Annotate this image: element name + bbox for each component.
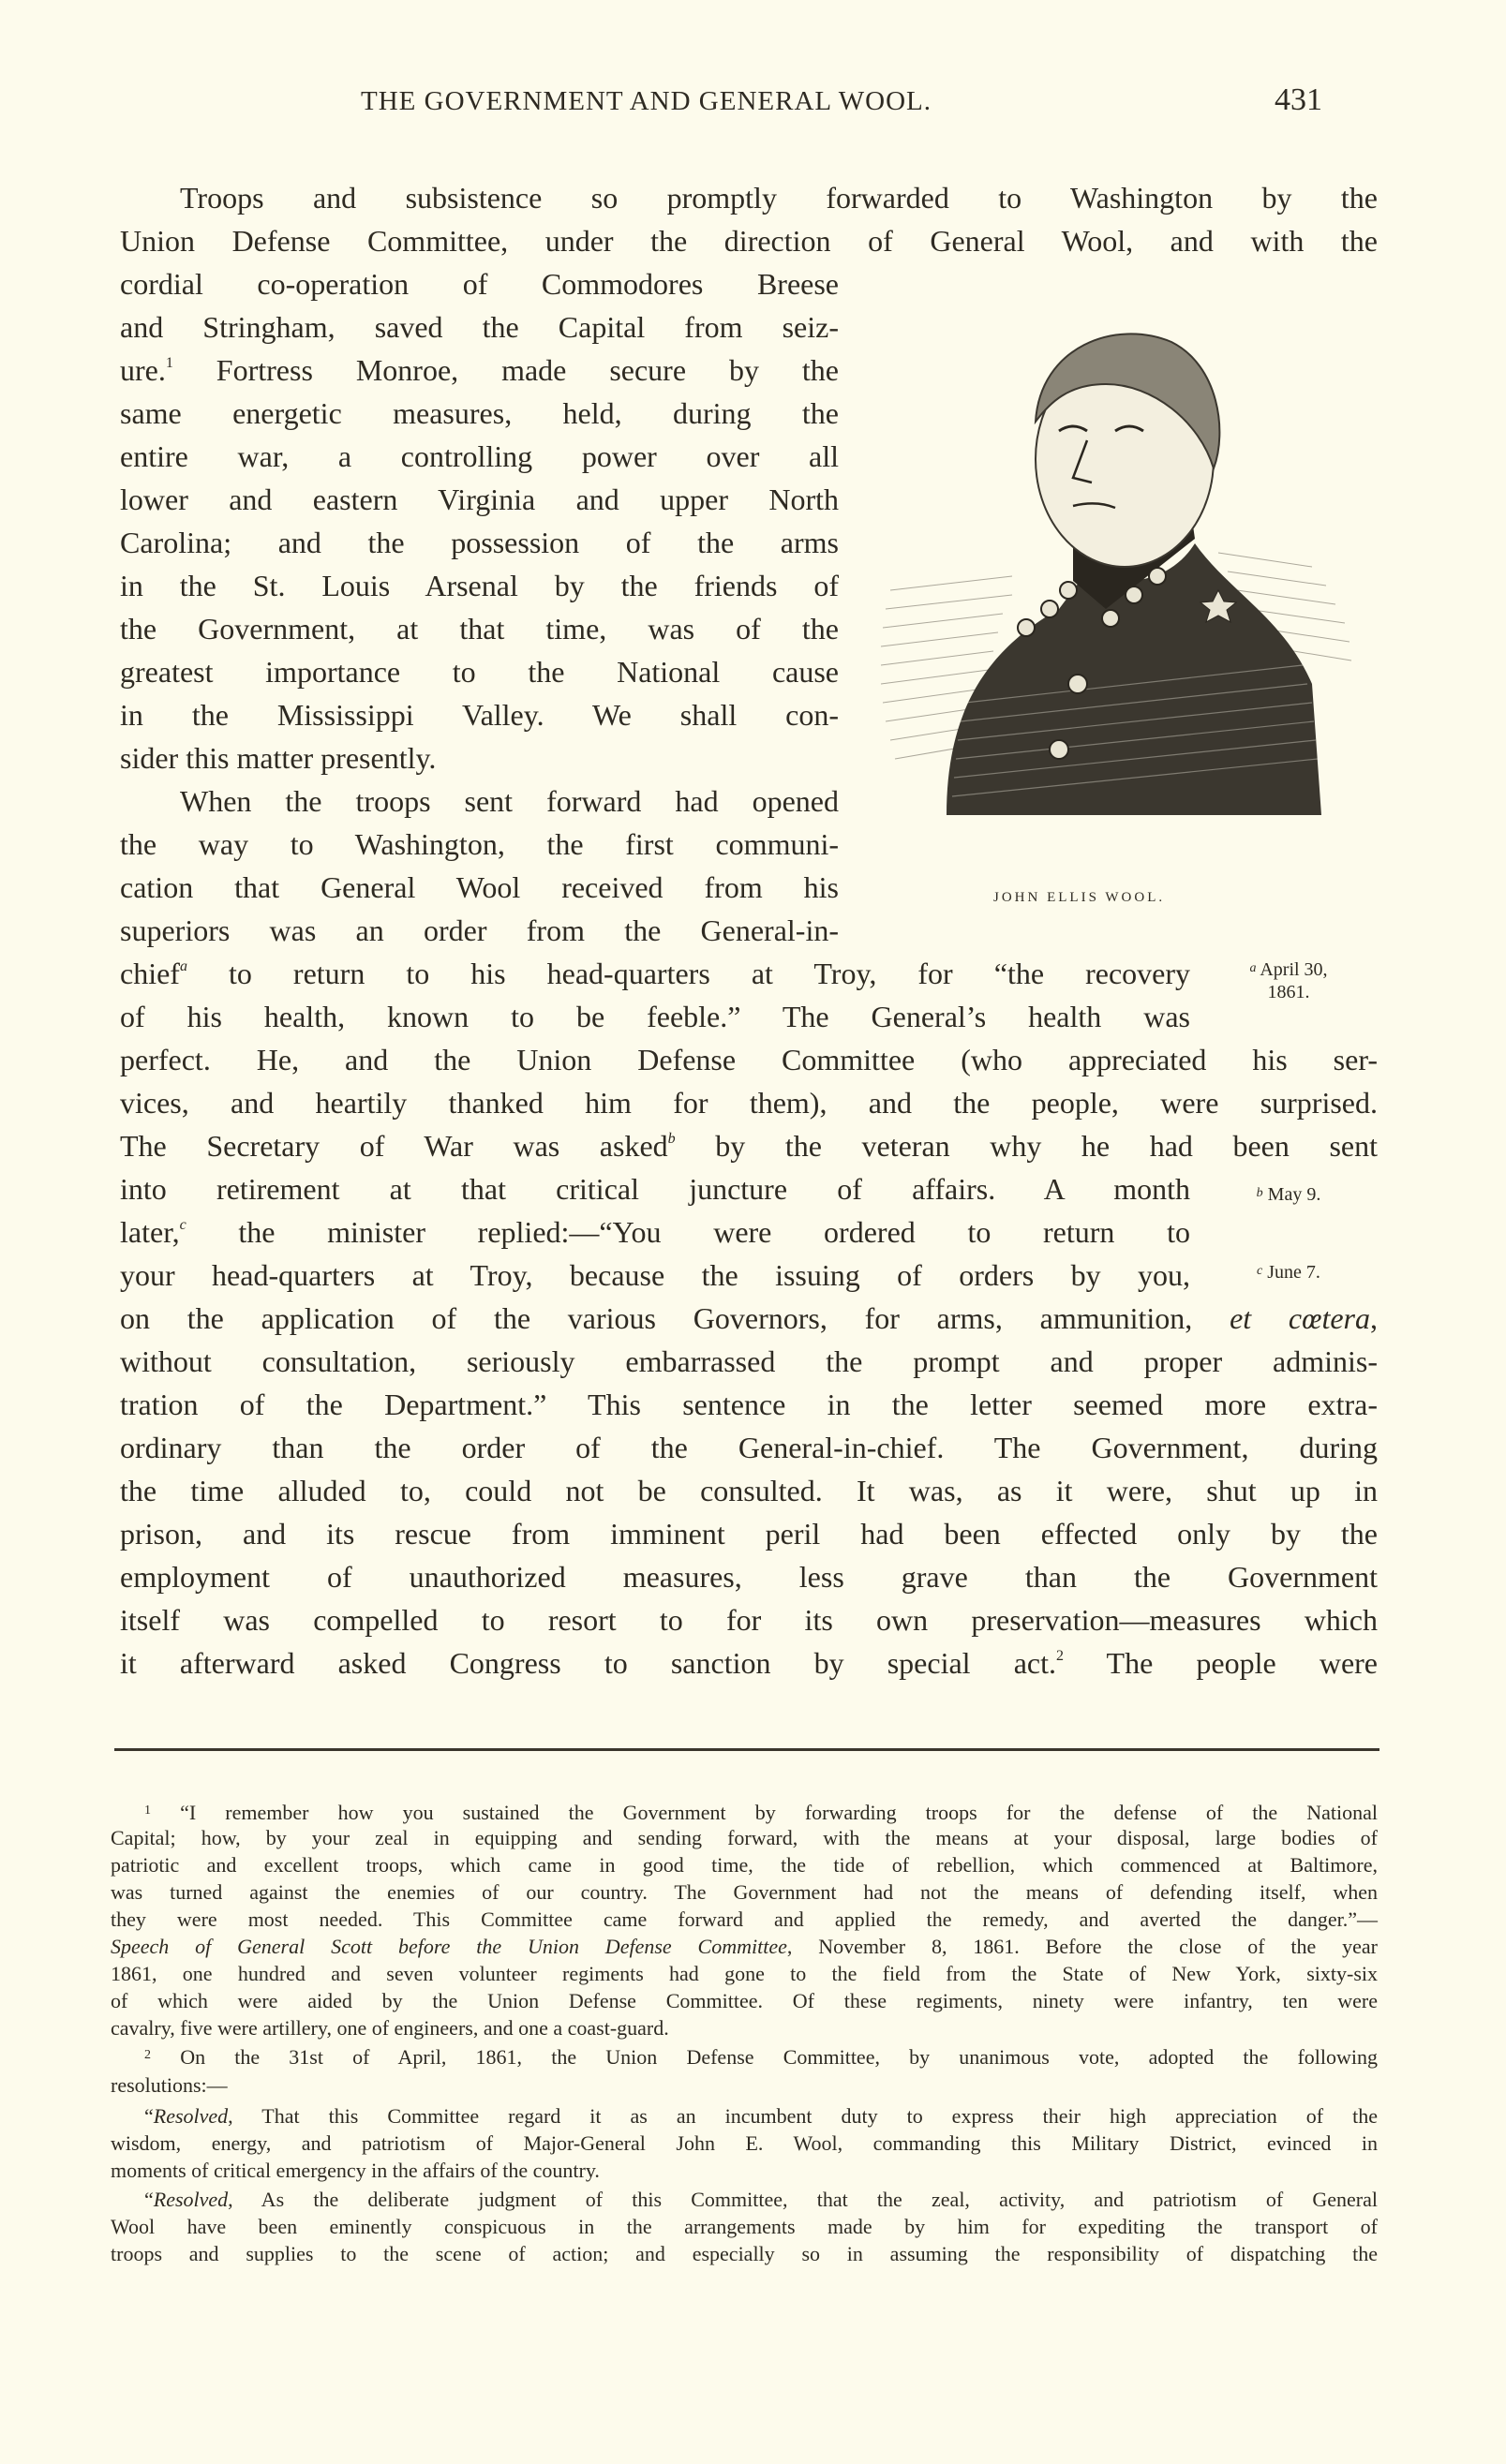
text-run: chief [120, 957, 180, 990]
margin-note-marker: a [1249, 961, 1257, 975]
body-line [120, 1210, 1190, 1254]
body-line [120, 1469, 1378, 1512]
body-line [120, 262, 839, 305]
body-line [120, 219, 1378, 262]
body-line [120, 349, 839, 392]
text-run: sider this matter presently. [120, 741, 437, 775]
body-line [120, 995, 1190, 1038]
text-run: and Stringham, saved the Capital from seiz- [120, 310, 839, 344]
text-run: in the St. Louis Arsenal by the friends of [120, 569, 839, 602]
text-run: cation that General Wool received from his [120, 870, 839, 904]
footnote-line [111, 2071, 1378, 2099]
text-run: “ [144, 2188, 154, 2211]
footnote-line [111, 2213, 1378, 2240]
margin-note-c [1218, 1260, 1359, 1284]
footnote-line [111, 1878, 1378, 1906]
footnote-ref-2[interactable]: 2 [1056, 1648, 1064, 1664]
text-run: by the veteran why he had been sent [675, 1129, 1378, 1163]
italic-run: Resolved [153, 2188, 229, 2211]
text-run: entire war, a controlling power over all [120, 439, 839, 473]
margin-note-text: April 30, [1260, 959, 1328, 980]
body-line [120, 866, 839, 909]
page-number: 431 [1275, 82, 1322, 117]
body-line [120, 564, 839, 607]
body-line [120, 1426, 1378, 1469]
text-run: it afterward asked Congress to sanction by special act. [120, 1646, 1056, 1680]
text-run: “ [144, 2104, 154, 2128]
text-run: lower and eastern Virginia and upper North [120, 482, 839, 516]
margin-note-text: 1861. [1267, 982, 1310, 1002]
text-run: vices, and heartily thanked him for them), and the people, were surprised. [120, 1086, 1378, 1120]
text-run: , November 8, 1861. Before the close of the year [786, 1935, 1379, 1958]
text-run: superiors was an order from the General-in- [120, 913, 839, 947]
margin-note-a [1218, 957, 1359, 1003]
footnote-line [111, 2186, 1378, 2213]
footnote-rule [114, 1748, 1379, 1751]
text-run: in the Mississippi Valley. We shall con- [120, 698, 839, 732]
body-line [120, 478, 839, 521]
text-run: moments of critical emergency in the affairs of the country. [111, 2159, 600, 2182]
body-line [120, 607, 839, 650]
text-run: When the troops sent forward had opened [180, 784, 839, 818]
body-line [120, 305, 839, 349]
footnote-line [111, 2102, 1378, 2130]
text-run: of his health, known to be feeble.” The General’s health was [120, 1000, 1190, 1033]
body-line [120, 1254, 1190, 1297]
body-line [120, 1555, 1378, 1598]
italic-run: Resolved [153, 2104, 229, 2128]
running-head: THE GOVERNMENT AND GENERAL WOOL. [361, 86, 932, 116]
body-line [120, 435, 839, 478]
text-run: The Secretary of War was asked [120, 1129, 668, 1163]
text-run: same energetic measures, held, during the [120, 396, 839, 430]
margin-note-b [1218, 1182, 1359, 1206]
text-run: they were most needed. This Committee came forward and applied the remedy, and averted the danger.”— [111, 1907, 1378, 1931]
italic-run: et cœtera [1230, 1301, 1371, 1335]
text-run: “I remember how you sustained the Government by forwarding troops for the defense of the National [180, 1801, 1378, 1824]
text-run: Wool have been eminently conspicuous in the arrangements made by him for expediting the transport of [111, 2215, 1378, 2238]
footnote-ref-1[interactable]: 1 [165, 355, 173, 371]
body-line [120, 779, 839, 823]
text-run: the way to Washington, the first communi- [120, 827, 839, 861]
text-run: of which were aided by the Union Defense Committee. Of these regiments, ninety were infantry, ten were [111, 1989, 1378, 2012]
text-run: on the application of the various Governors, for arms, ammunition, [120, 1301, 1230, 1335]
body-line [120, 909, 839, 952]
body-line [120, 176, 1378, 219]
margin-note-marker: c [1257, 1264, 1263, 1278]
body-line [120, 1383, 1378, 1426]
footnote-marker: 2 [144, 2048, 151, 2062]
text-run: patriotic and excellent troops, which came in good time, the tide of rebellion, which commenced at Baltimore, [111, 1853, 1378, 1877]
text-run: to return to his head-quarters at Troy, for “the recovery [186, 957, 1190, 990]
text-run: was turned against the enemies of our country. The Government had not the means of defending itself, when [111, 1880, 1378, 1904]
footnote-line [111, 2014, 1378, 2041]
text-run: greatest importance to the National cause [120, 655, 839, 689]
footnote-line [111, 1960, 1378, 1987]
body-line [120, 392, 839, 435]
text-run: ure. [120, 353, 166, 387]
text-run: wisdom, energy, and patriotism of Major-General John E. Wool, commanding this Military District, evinced in [111, 2131, 1378, 2155]
margin-ref-a[interactable]: a [179, 958, 187, 974]
margin-note-text: June 7. [1267, 1262, 1320, 1283]
body-line [120, 1598, 1378, 1641]
body-line [120, 1512, 1378, 1555]
footnote-line [111, 2240, 1378, 2267]
text-run: troops and supplies to the scene of action; and especially so in assuming the responsibility of dispatching the [111, 2242, 1378, 2265]
margin-ref-c[interactable]: c [179, 1217, 186, 1233]
text-run: Capital; how, by your zeal in equipping and sending forward, with the means at your disposal, large bodies of [111, 1826, 1378, 1849]
text-run: employment of unauthorized measures, less grave than the Government [120, 1560, 1378, 1594]
margin-ref-b[interactable]: b [667, 1131, 676, 1147]
body-line [120, 1297, 1378, 1340]
footnote-line [111, 1933, 1378, 1960]
figure-caption: JOHN ELLIS WOOL. [993, 890, 1166, 905]
text-run: , That this Committee regard it as an incumbent duty to express their high appreciation of the [228, 2104, 1378, 2128]
body-line [120, 1167, 1190, 1210]
margin-note-text: May 9. [1267, 1184, 1321, 1205]
italic-run: Speech of General Scott before the Union Defense Committee [111, 1935, 787, 1958]
text-run: into retirement at that critical juncture of affairs. A month [120, 1172, 1190, 1206]
body-line [120, 1641, 1378, 1685]
text-run: the minister replied:—“You were ordered to return to [186, 1215, 1190, 1249]
footnote-line [111, 2041, 1378, 2069]
portrait-engraving [872, 309, 1359, 853]
footnote-line [111, 1797, 1378, 1824]
text-run: , [1370, 1301, 1379, 1335]
body-line [120, 736, 839, 779]
footnote-line [111, 1906, 1378, 1933]
body-line [120, 650, 839, 693]
body-line [120, 1038, 1378, 1081]
text-run: ordinary than the order of the General-in-chief. The Government, during [120, 1431, 1378, 1464]
text-run: tration of the Department.” This sentence in the letter seemed more extra- [120, 1388, 1378, 1421]
text-run: cordial co-operation of Commodores Breese [120, 267, 839, 301]
text-run: Carolina; and the possession of the arms [120, 526, 839, 559]
footnote-line [111, 1824, 1378, 1851]
text-run: prison, and its rescue from imminent peril had been effected only by the [120, 1517, 1378, 1551]
body-line [120, 823, 839, 866]
body-line [120, 521, 839, 564]
text-run: without consultation, seriously embarrassed the prompt and proper adminis- [120, 1344, 1378, 1378]
text-run: the Government, at that time, was of the [120, 612, 839, 646]
footnote-line [111, 1851, 1378, 1878]
text-run: Fortress Monroe, made secure by the [172, 353, 839, 387]
margin-note-marker: b [1256, 1186, 1263, 1200]
text-run: The people were [1064, 1646, 1379, 1680]
footnote-line [111, 2130, 1378, 2157]
text-run: itself was compelled to resort to for its own preservation—measures which [120, 1603, 1378, 1637]
body-line [120, 952, 1190, 995]
footnote-marker: 1 [144, 1803, 151, 1818]
footnote-line [111, 2157, 1378, 2184]
text-run: resolutions:— [111, 2073, 228, 2097]
text-run: 1861, one hundred and seven volunteer regiments had gone to the field from the State of New York, sixty-six [111, 1962, 1378, 1985]
text-run: the time alluded to, could not be consulted. It was, as it were, shut up in [120, 1474, 1378, 1507]
body-line [120, 1340, 1378, 1383]
text-run: Troops and subsistence so promptly forwarded to Washington by the [180, 181, 1378, 215]
text-run: perfect. He, and the Union Defense Committee (who appreciated his ser- [120, 1043, 1378, 1076]
body-line [120, 693, 839, 736]
body-line [120, 1124, 1378, 1167]
text-run: later, [120, 1215, 180, 1249]
body-line [120, 1081, 1378, 1124]
text-run: , As the deliberate judgment of this Committee, that the zeal, activity, and patriotism of General [228, 2188, 1378, 2211]
text-run: your head-quarters at Troy, because the issuing of orders by you, [120, 1258, 1190, 1292]
text-run: On the 31st of April, 1861, the Union Defense Committee, by unanimous vote, adopted the following [180, 2045, 1379, 2069]
footnote-line [111, 1987, 1378, 2014]
text-run: Union Defense Committee, under the direction of General Wool, and with the [120, 224, 1378, 258]
text-run: cavalry, five were artillery, one of engineers, and one a coast-guard. [111, 2016, 669, 2040]
